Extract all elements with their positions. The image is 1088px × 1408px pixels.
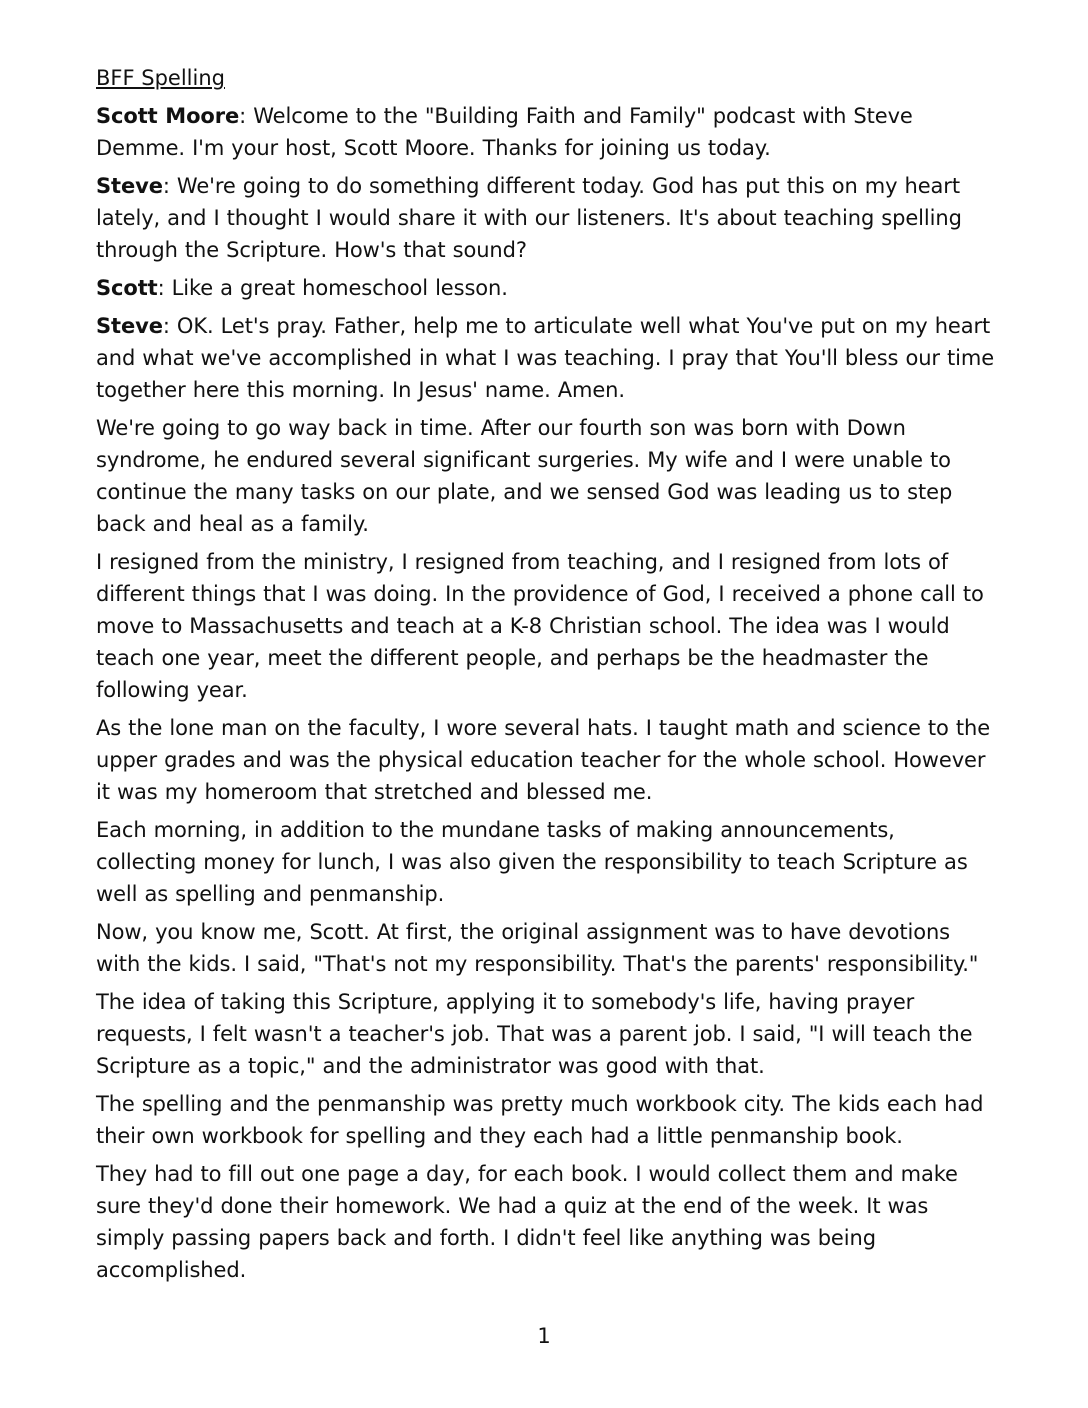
paragraph-text: Welcome to the "Building Faith and Family" podcast with Steve Demme. I'm your host, Scott Moore. Thanks for joining us today. — [96, 104, 913, 160]
speaker-separator: : — [162, 174, 177, 198]
paragraph-text: OK. Let's pray. Father, help me to articulate well what You've put on my heart and what we've accomplished in what I was teaching. I pray that You'll bless our time together here this morning. In Jesus' name. Amen. — [96, 314, 995, 402]
speaker-separator: : — [162, 314, 177, 338]
paragraph-8 — [96, 814, 996, 910]
paragraph-text: The idea of taking this Scripture, applying it to somebody's life, having prayer requests, I felt wasn't a teacher's job. That was a parent job. I said, "I will teach the Scripture as a topic," and the administrator was good with that. — [96, 990, 973, 1078]
paragraph-text: They had to fill out one page a day, for each book. I would collect them and make sure they'd done their homework. We had a quiz at the end of the week. It was simply passing papers back and forth. I didn't feel like anything was being accomplished. — [96, 1162, 958, 1282]
speaker-name: Scott Moore — [96, 104, 240, 128]
paragraph-text: As the lone man on the faculty, I wore several hats. I taught math and science to the upper grades and was the physical education teacher for the whole school. However it was my homeroom that stretched and blessed me. — [96, 716, 991, 804]
paragraph-7 — [96, 712, 996, 808]
paragraph-5 — [96, 412, 996, 540]
paragraph-1 — [96, 100, 996, 164]
paragraph-12 — [96, 1158, 996, 1286]
speaker-name: Steve — [96, 314, 163, 338]
paragraph-9 — [96, 916, 996, 980]
speaker-name: Scott — [96, 276, 158, 300]
paragraph-text: Each morning, in addition to the mundane tasks of making announcements, collecting money for lunch, I was also given the responsibility to teach Scripture as well as spelling and penmanship. — [96, 818, 968, 906]
speaker-separator: : — [157, 276, 172, 300]
paragraph-text: Like a great homeschool lesson. — [171, 276, 508, 300]
paragraph-text: We're going to go way back in time. After our fourth son was born with Down syndrome, he endured several significant surgeries. My wife and I were unable to continue the many tasks on our plate, and we sensed God was leading us to step back and heal as a family. — [96, 416, 953, 536]
paragraph-2 — [96, 170, 996, 266]
paragraph-text: We're going to do something different today. God has put this on my heart lately, and I thought I would share it with our listeners. It's about teaching spelling through the Scripture. How's that sound? — [96, 174, 962, 262]
document-title: BFF Spelling — [96, 66, 225, 90]
paragraph-text: Now, you know me, Scott. At first, the original assignment was to have devotions with the kids. I said, "That's not my responsibility. That's the parents' responsibility." — [96, 920, 979, 976]
paragraph-10 — [96, 986, 996, 1082]
paragraph-text: I resigned from the ministry, I resigned from teaching, and I resigned from lots of different things that I was doing. In the providence of God, I received a phone call to move to Massachusetts and teach at a K-8 Christian school. The idea was I would teach one year, meet the different people, and perhaps be the headmaster the following year. — [96, 550, 984, 702]
document-page — [96, 62, 996, 1292]
paragraph-3 — [96, 272, 996, 304]
speaker-separator: : — [239, 104, 254, 128]
paragraph-4 — [96, 310, 996, 406]
paragraph-6 — [96, 546, 996, 706]
page-number: 1 — [537, 1324, 551, 1348]
paragraph-text: The spelling and the penmanship was pretty much workbook city. The kids each had their own workbook for spelling and they each had a little penmanship book. — [96, 1092, 984, 1148]
speaker-name: Steve — [96, 174, 163, 198]
paragraph-11 — [96, 1088, 996, 1152]
